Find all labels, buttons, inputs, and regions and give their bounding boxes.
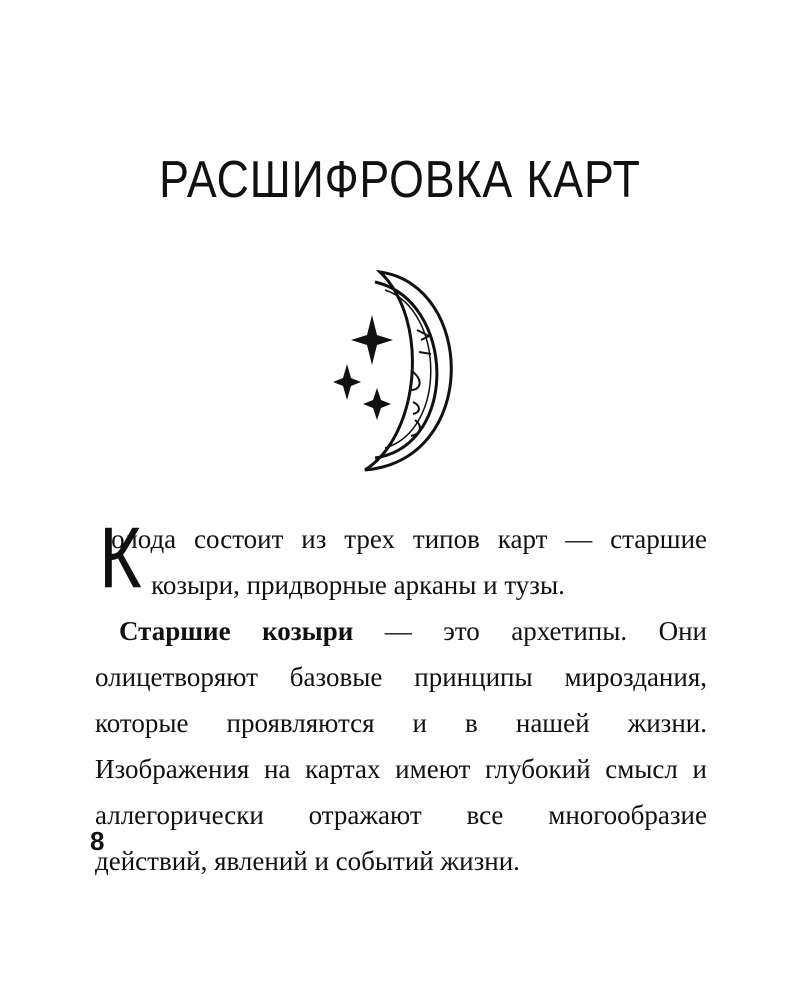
paragraph-2-text: — это архетипы. Они олицетворяют базовые принципы мироздания, которые проявляются и в нашей жизни. Изображения на картах имеют глубокий смысл и аллегорически отражают все многообразие действий, явлений и событий жизни. [95,616,708,876]
body-text [95,510,708,884]
drop-cap: К [99,510,142,606]
paragraph-1-text: олода состоит из трех типов карт — старшие козыри, придворные арканы и тузы. [111,524,707,600]
moon-inner-edge [375,282,437,458]
paragraph-1 [95,510,707,608]
star-bottom [363,388,391,420]
paragraph-2 [95,608,707,884]
page-title: РАСШИФРОВКА КАРТ [159,151,641,209]
star-large [351,315,393,365]
star-left [333,364,361,400]
moon-mouth [413,402,419,414]
moon-eye [417,330,429,340]
crescent-moon-with-stars-icon [325,260,475,485]
paragraph-2-bold-lead: Старшие козыри [119,616,354,646]
page-number: 8 [90,826,105,856]
